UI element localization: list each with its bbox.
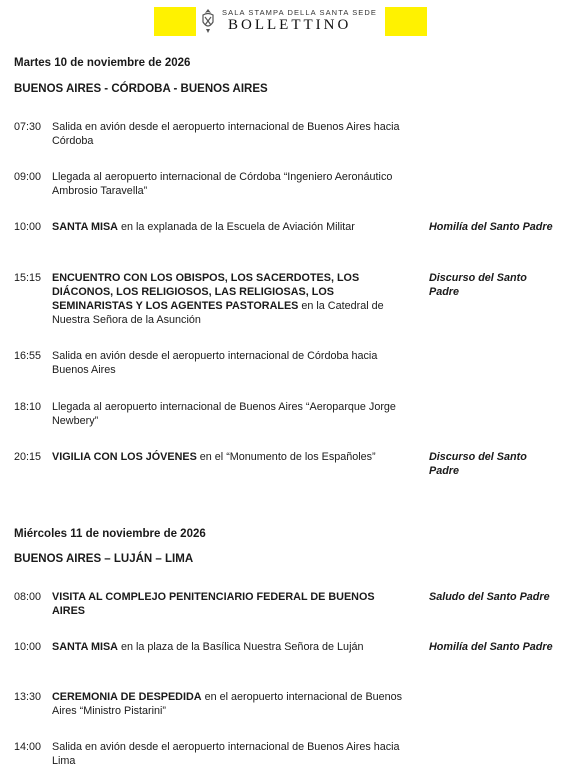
event-time: 16:55 xyxy=(14,350,42,362)
event-description xyxy=(52,400,408,428)
day-section-1 xyxy=(14,57,554,95)
event-text: en la plaza de la Basílica Nuestra Señora de Luján xyxy=(117,641,364,653)
event-title: CEREMONIA DE DESPEDIDA xyxy=(52,691,202,703)
day-date: Miércoles 11 de noviembre de 2026 xyxy=(14,528,206,540)
event-text: Llegada al aeropuerto internacional de Córdoba “Ingeniero Aeronáutico Ambrosio Taravella” xyxy=(52,171,393,197)
event-time: 07:30 xyxy=(14,121,42,133)
event-title: ENCUENTRO CON LOS OBISPOS, LOS SACERDOTES, LOS DIÁCONOS, LOS RELIGIOSOS, LAS RELIGIOSAS, LOS SEMINARISTAS Y LOS AGENTES PASTORALES xyxy=(52,272,360,312)
event-description xyxy=(52,220,408,234)
event-time: 10:00 xyxy=(14,221,42,233)
event-title: SANTA MISA xyxy=(52,641,118,653)
event-text: Salida en avión desde el aeropuerto internacional de Buenos Aires hacia Córdoba xyxy=(52,121,400,147)
event-note: Homilía del Santo Padre xyxy=(429,641,553,653)
event-time: 08:00 xyxy=(14,591,42,603)
event-title: VISITA AL COMPLEJO PENITENCIARIO FEDERAL DE BUENOS AIRES xyxy=(52,591,375,617)
bulletin-header xyxy=(154,7,427,36)
event-time: 15:15 xyxy=(14,272,42,284)
event-description xyxy=(52,450,408,464)
papal-emblem-icon xyxy=(198,8,218,34)
event-title: SANTA MISA xyxy=(52,221,118,233)
event-time: 09:00 xyxy=(14,171,42,183)
event-note: Saludo del Santo Padre xyxy=(429,591,550,603)
event-description xyxy=(52,170,408,198)
event-text: Salida en avión desde el aeropuerto internacional de Buenos Aires hacia Lima xyxy=(52,741,400,767)
event-description xyxy=(52,349,408,377)
event-time: 18:10 xyxy=(14,401,42,413)
event-description xyxy=(52,120,408,148)
event-text: en la explanada de la Escuela de Aviación Militar xyxy=(117,221,355,233)
header-yellow-bar-left xyxy=(154,7,196,36)
day-route: BUENOS AIRES – LUJÁN – LIMA xyxy=(14,553,194,565)
event-note: Homilía del Santo Padre xyxy=(429,221,553,233)
event-description xyxy=(52,690,408,718)
event-description xyxy=(52,640,408,654)
header-yellow-bar-right xyxy=(385,7,427,36)
event-title: VIGILIA CON LOS JÓVENES xyxy=(52,451,197,463)
event-time: 20:15 xyxy=(14,451,42,463)
event-description xyxy=(52,590,408,618)
event-text: en la Catedral de Nuestra Señora de la Asunción xyxy=(52,300,384,326)
event-note: Discurso del Santo Padre xyxy=(429,272,527,298)
header-office-name: SALA STAMPA DELLA SANTA SEDE xyxy=(222,8,378,17)
event-text: en el “Monumento de los Españoles” xyxy=(196,451,376,463)
event-text: Llegada al aeropuerto internacional de Buenos Aires “Aeroparque Jorge Newbery” xyxy=(52,401,396,427)
event-description xyxy=(52,740,408,768)
day-date: Martes 10 de noviembre de 2026 xyxy=(14,57,191,69)
event-time: 13:30 xyxy=(14,691,42,703)
event-text: en el aeropuerto internacional de Buenos Aires “Ministro Pistarini” xyxy=(52,691,403,717)
event-note: Discurso del Santo Padre xyxy=(429,451,527,477)
event-time: 10:00 xyxy=(14,641,42,653)
day-route: BUENOS AIRES - CÓRDOBA - BUENOS AIRES xyxy=(14,83,268,95)
day-section-2 xyxy=(14,528,554,565)
event-time: 14:00 xyxy=(14,741,42,753)
header-title: BOLLETTINO xyxy=(228,17,352,33)
event-description xyxy=(52,271,408,327)
event-text: Salida en avión desde el aeropuerto internacional de Córdoba hacia Buenos Aires xyxy=(52,350,378,376)
